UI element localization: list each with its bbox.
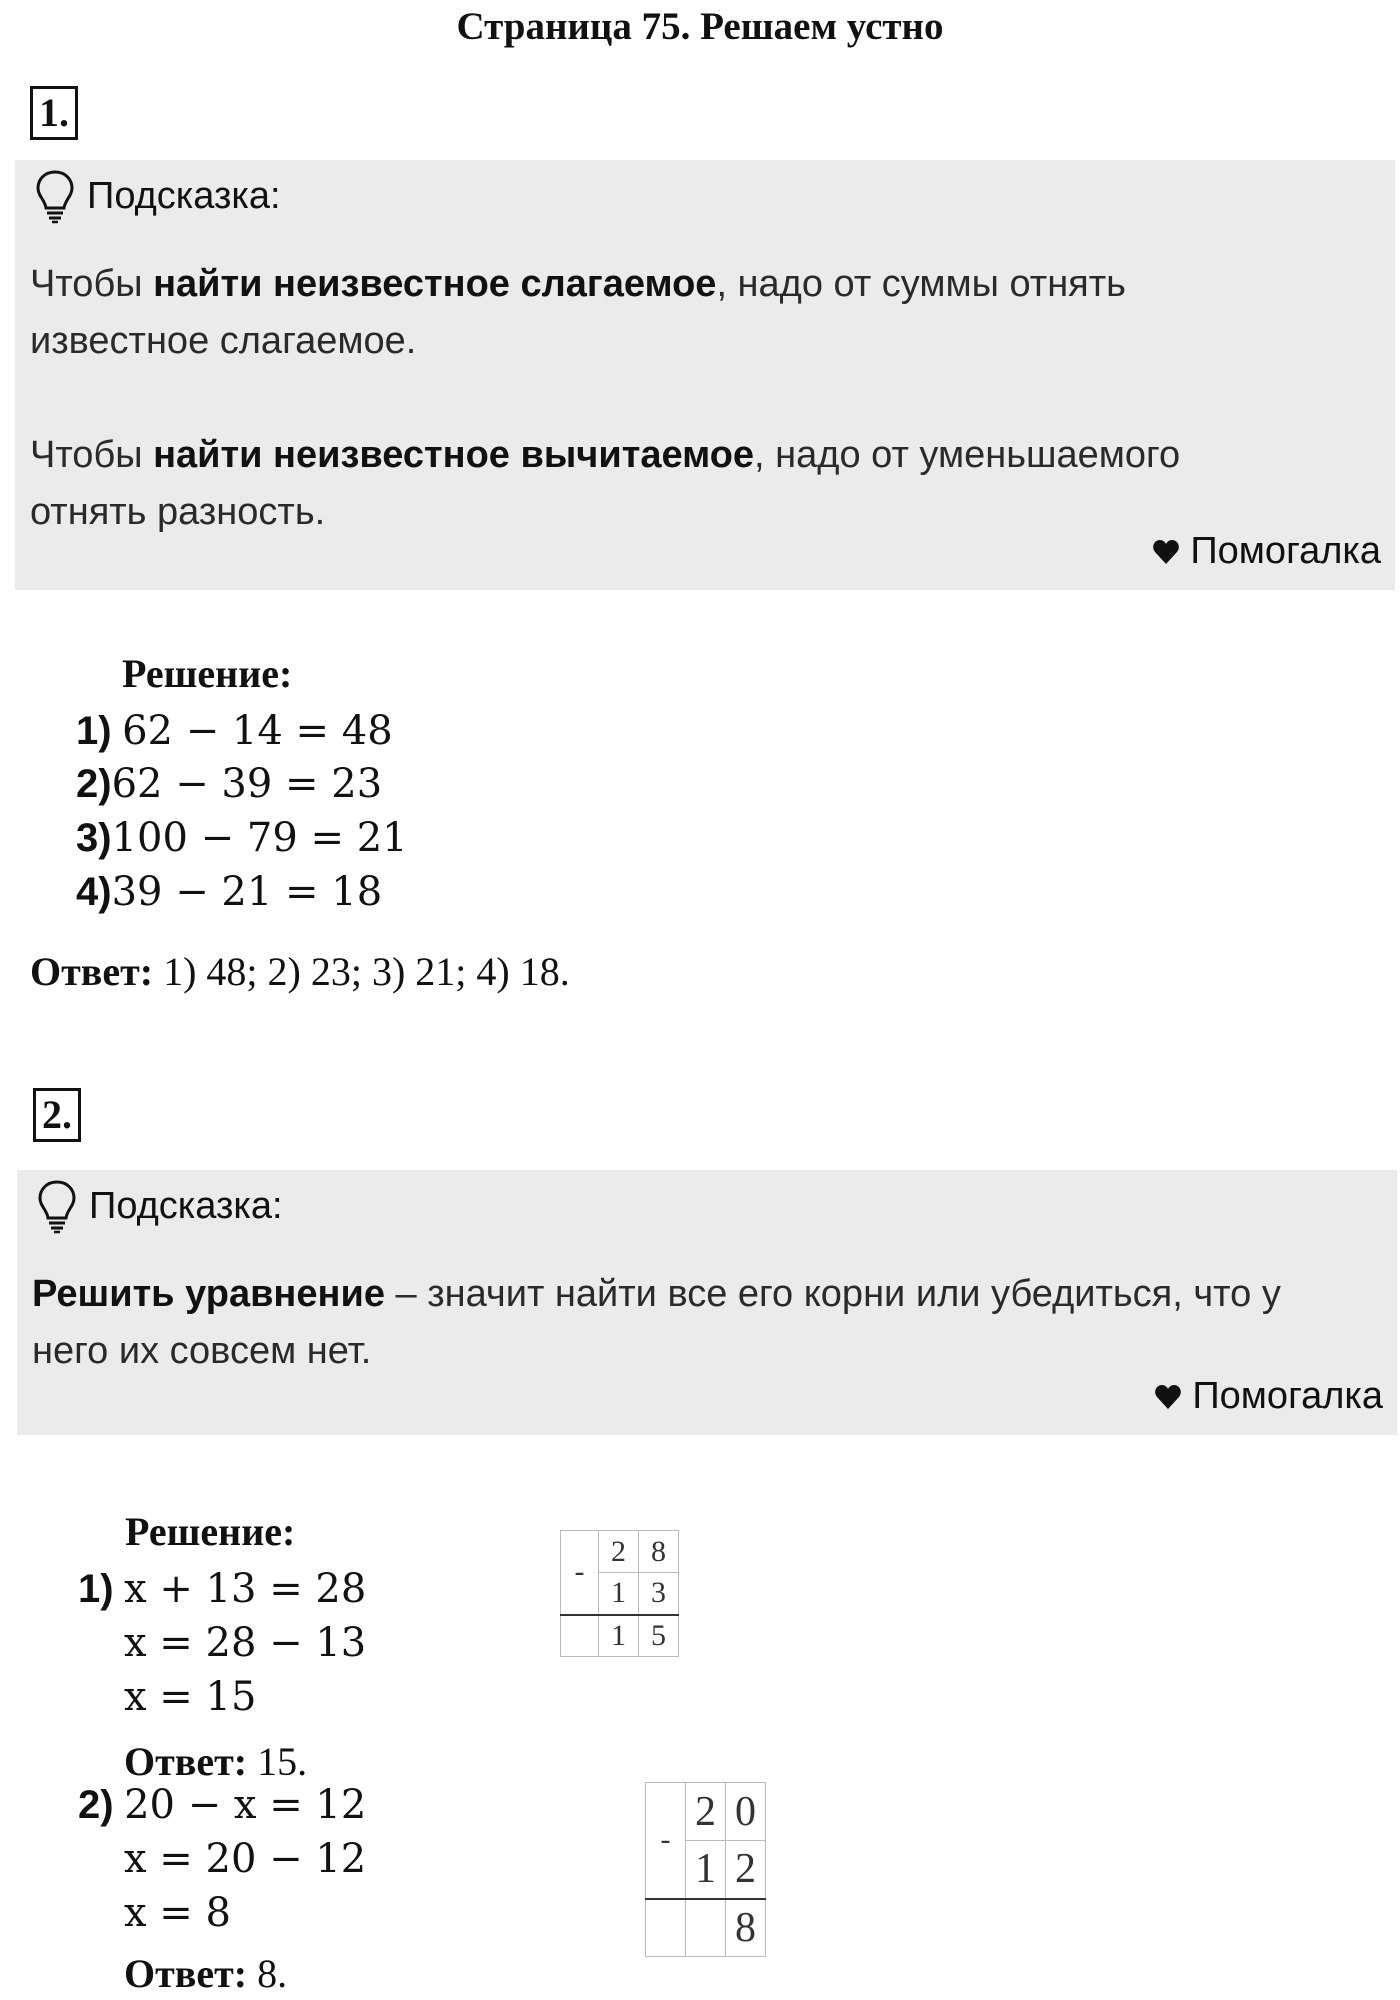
minus-sign: - <box>561 1531 599 1615</box>
task-number-1: 1. <box>30 86 78 140</box>
heart-icon <box>1152 539 1180 565</box>
equation-line: 2) 62 − 39 = 23 <box>76 761 383 807</box>
equation-line: 1) 62 − 14 = 48 <box>76 708 393 754</box>
digit-cell: 2 <box>686 1783 726 1841</box>
answer-line: Ответ: 15. <box>124 1739 308 1784</box>
heart-icon <box>1154 1384 1182 1410</box>
hint-box-2 <box>17 1170 1397 1435</box>
hint-line: отнять разность. <box>30 491 326 533</box>
helper-label: Помогалка <box>1190 530 1381 572</box>
hint-line: известное слагаемое. <box>30 320 417 362</box>
equation-line: x = 28 − 13 <box>124 1620 367 1666</box>
answer-line: Ответ: 8. <box>124 1951 288 1996</box>
column-subtraction-2 <box>645 1782 766 1957</box>
hint-title: Подсказка: <box>89 1184 283 1227</box>
lightbulb-icon <box>33 168 77 224</box>
digit-cell: 3 <box>639 1573 679 1615</box>
minus-sign: - <box>646 1783 686 1899</box>
hint-line: Чтобы найти неизвестное вычитаемое, надо от уменьшаемого <box>30 434 1181 476</box>
solution-heading: Решение: <box>122 651 293 696</box>
hint-text <box>32 1266 1281 1380</box>
digit-cell: 8 <box>726 1899 766 1957</box>
hint-line: него их совсем нет. <box>32 1330 372 1372</box>
task-number-2: 2. <box>33 1088 81 1142</box>
helper-label: Помогалка <box>1192 1375 1383 1417</box>
equation-line: 3) 100 − 79 = 21 <box>76 815 408 861</box>
hint-line: Чтобы найти неизвестное слагаемое, надо от суммы отнять <box>30 263 1126 305</box>
digit-cell: 1 <box>599 1573 639 1615</box>
column-subtraction-1 <box>560 1530 679 1657</box>
equation-line: x = 20 − 12 <box>124 1836 367 1882</box>
digit-cell: 1 <box>599 1615 639 1657</box>
helper-link[interactable] <box>1154 1375 1383 1418</box>
helper-link[interactable] <box>1152 530 1381 573</box>
equation-line: x = 8 <box>124 1890 231 1936</box>
hint-text <box>30 256 1180 541</box>
digit-cell <box>686 1899 726 1957</box>
lightbulb-icon <box>35 1178 79 1234</box>
digit-cell: 8 <box>639 1531 679 1573</box>
equation-line: 2) 20 − x = 12 <box>78 1782 367 1828</box>
digit-cell: 5 <box>639 1615 679 1657</box>
answer-line: Ответ: 1) 48; 2) 23; 3) 21; 4) 18. <box>30 949 570 994</box>
page-title: Страница 75. Решаем устно <box>456 5 944 48</box>
digit-cell: 1 <box>686 1841 726 1899</box>
hint-box-1 <box>15 160 1395 590</box>
equation-line: 4) 39 − 21 = 18 <box>76 869 383 915</box>
digit-cell: 2 <box>599 1531 639 1573</box>
digit-cell: 0 <box>726 1783 766 1841</box>
equation-line: 1) x + 13 = 28 <box>78 1566 367 1612</box>
hint-line: Решить уравнение – значит найти все его корни или убедиться, что у <box>32 1273 1281 1315</box>
solution-heading: Решение: <box>125 1509 296 1554</box>
hint-title: Подсказка: <box>87 174 281 217</box>
digit-cell: 2 <box>726 1841 766 1899</box>
equation-line: x = 15 <box>124 1674 257 1720</box>
